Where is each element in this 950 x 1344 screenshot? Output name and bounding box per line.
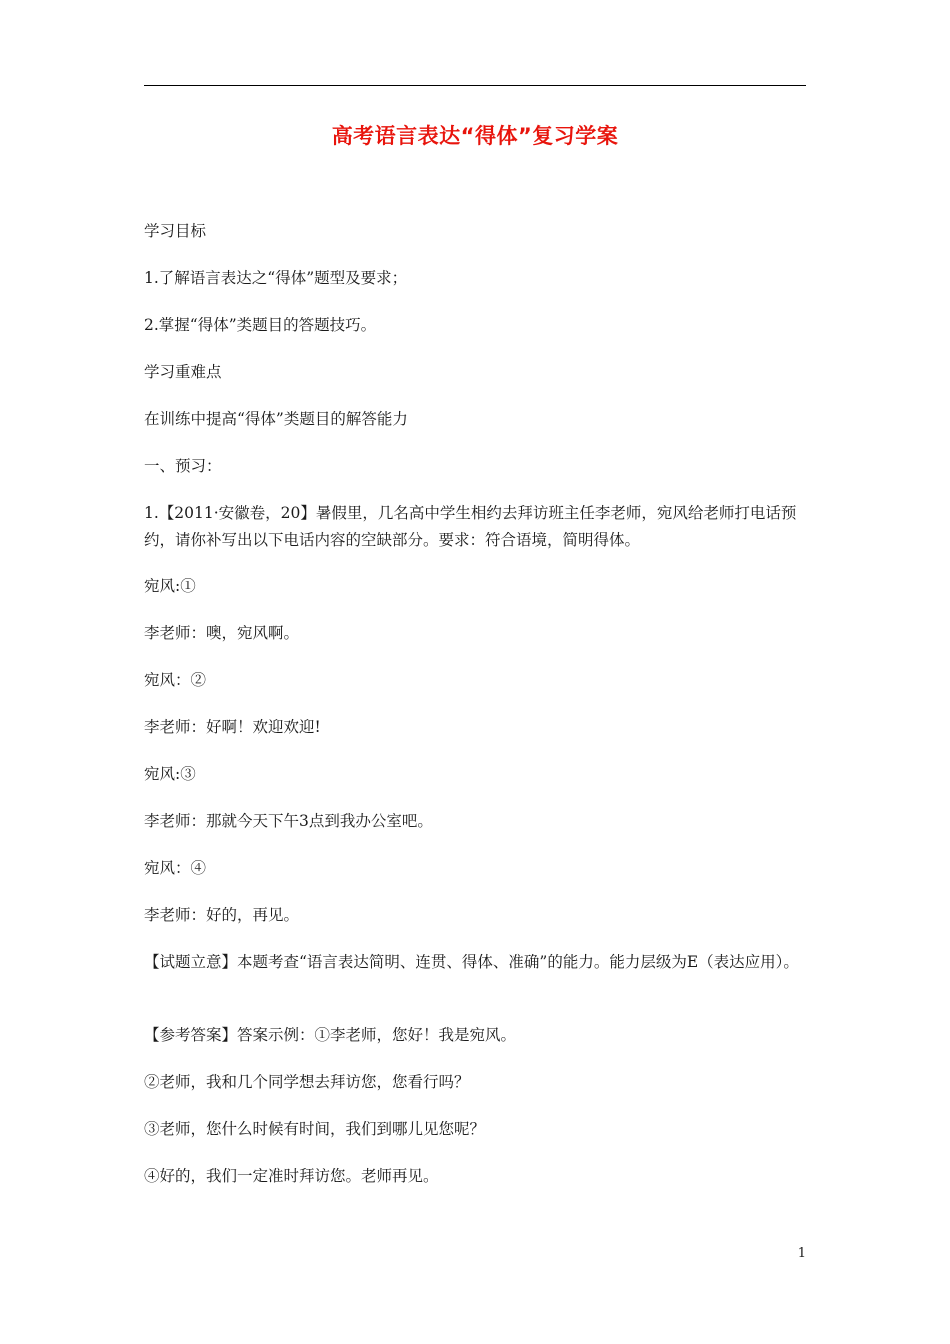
paragraph-key-point: 在训练中提高“得体”类题目的解答能力: [144, 410, 408, 428]
dialogue-line-1: 宛风:①: [144, 577, 196, 595]
paragraph-question-1: 1.【2011·安徽卷，20】暑假里，几名高中学生相约去拜访班主任李老师，宛风给老师打电话预约，请你补写出以下电话内容的空缺部分。要求：符合语境，简明得体。: [144, 504, 797, 549]
paragraph-question-intent: 【试题立意】本题考查“语言表达简明、连贯、得体、准确”的能力。能力层级为E（表达应用）。: [144, 953, 799, 971]
dialogue-line-4: 李老师：好啊！欢迎欢迎!: [144, 718, 321, 736]
paragraph-learning-goals-heading: 学习目标: [144, 222, 207, 240]
dialogue-line-6: 李老师：那就今天下午3点到我办公室吧。: [144, 812, 433, 830]
document-title: 高考语言表达“得体”复习学案: [331, 124, 619, 148]
paragraph-goal-2: 2.掌握“得体”类题目的答题技巧。: [144, 316, 377, 334]
paragraph-answer-3: ③老师，您什么时候有时间，我们到哪儿见您呢？: [144, 1120, 486, 1138]
paragraph-preview-heading: 一、预习：: [144, 457, 222, 475]
header-rule: [144, 85, 806, 86]
dialogue-line-8: 李老师：好的，再见。: [144, 906, 300, 924]
paragraph-answer-2: ②老师，我和几个同学想去拜访您，您看行吗？: [144, 1073, 470, 1091]
dialogue-line-5: 宛风:③: [144, 765, 196, 783]
page-number: 1: [797, 1246, 806, 1261]
dialogue-line-7: 宛风：④: [144, 859, 207, 877]
paragraph-answer-4: ④好的，我们一定准时拜访您。老师再见。: [144, 1167, 439, 1185]
paragraph-reference-answer: 【参考答案】答案示例：①李老师，您好！我是宛风。: [144, 1026, 517, 1044]
paragraph-key-points-heading: 学习重难点: [144, 363, 222, 381]
paragraph-goal-1: 1.了解语言表达之“得体”题型及要求；: [144, 269, 408, 287]
dialogue-line-3: 宛风：②: [144, 671, 207, 689]
dialogue-line-2: 李老师：噢，宛风啊。: [144, 624, 300, 642]
